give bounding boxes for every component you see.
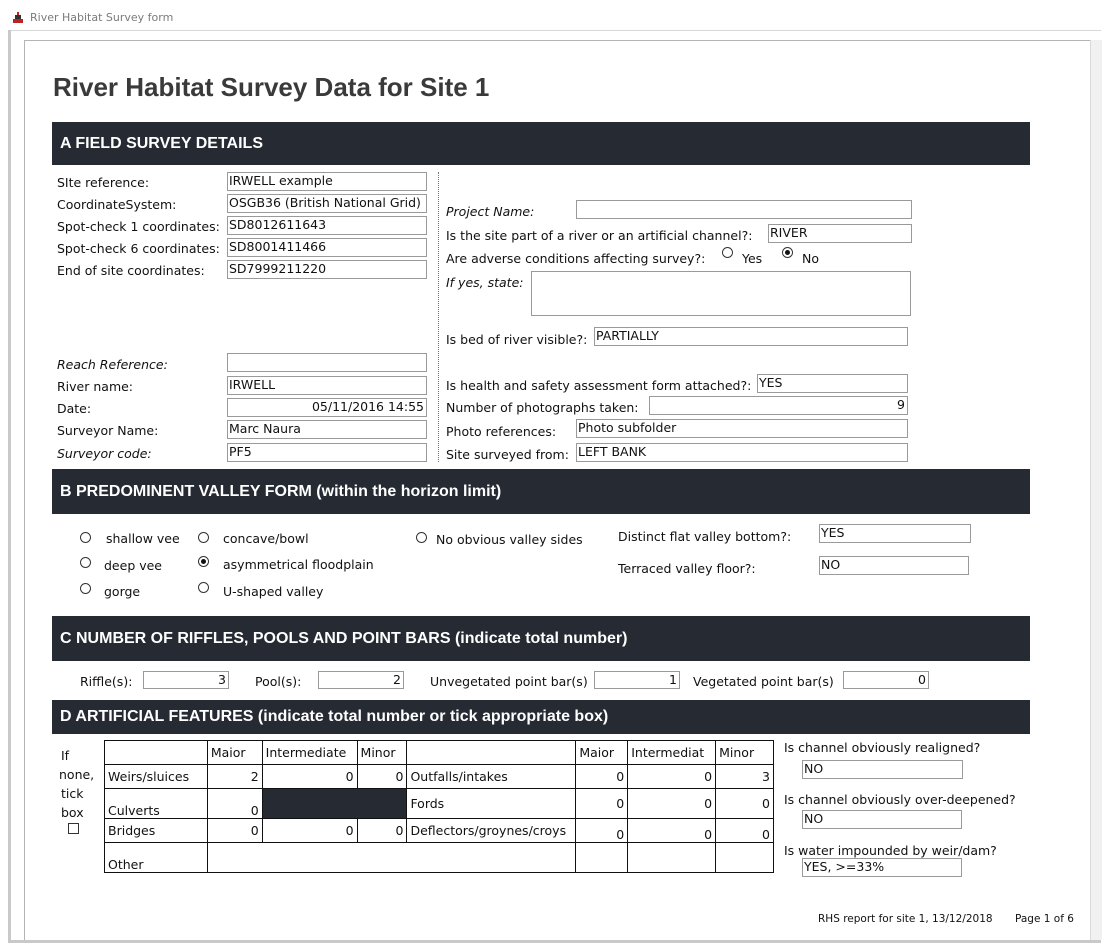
reach-reference-label: Reach Reference: bbox=[57, 357, 168, 372]
valley-u-shaped-radio[interactable] bbox=[198, 582, 209, 593]
vegetated-point-bars-label: Vegetated point bar(s) bbox=[693, 674, 834, 689]
bridges-minor-cell[interactable]: 0 bbox=[357, 819, 407, 843]
table-row bbox=[105, 789, 774, 819]
unvegetated-point-bars-field[interactable]: 1 bbox=[594, 671, 680, 689]
end-of-site-field[interactable]: SD7999211220 bbox=[227, 260, 427, 279]
fords-major-cell[interactable]: 0 bbox=[576, 789, 628, 819]
culverts-major-cell[interactable]: 0 bbox=[207, 789, 262, 819]
artificial-features-table bbox=[104, 740, 774, 873]
if-none-text-4: box bbox=[61, 805, 84, 820]
realigned-field[interactable]: NO bbox=[802, 760, 963, 779]
table-header-intermediate-right: Intermediat bbox=[628, 741, 716, 765]
valley-asymmetrical-floodplain-radio[interactable] bbox=[198, 556, 209, 567]
table-header-row bbox=[105, 741, 774, 765]
report-heading: River Habitat Survey Data for Site 1 bbox=[53, 72, 490, 102]
window-bottom-border bbox=[8, 940, 1101, 943]
adverse-yes-label: Yes bbox=[742, 251, 763, 266]
vertical-scrollbar[interactable] bbox=[1090, 40, 1102, 940]
river-or-channel-label: Is the site part of a river or an artificial channel?: bbox=[446, 228, 753, 243]
table-header-blank-right bbox=[407, 741, 576, 765]
other-major-cell[interactable] bbox=[576, 843, 628, 873]
table-header-minor-right: Minor bbox=[716, 741, 774, 765]
pools-label: Pool(s): bbox=[255, 674, 302, 689]
other-intermediate-cell[interactable] bbox=[628, 843, 716, 873]
section-a-header: A FIELD SURVEY DETAILS bbox=[52, 122, 1030, 165]
weirs-intermediate-cell[interactable]: 0 bbox=[262, 765, 357, 789]
spot-check-1-field[interactable]: SD8012611643 bbox=[227, 216, 427, 235]
health-safety-label: Is health and safety assessment form attached?: bbox=[446, 378, 752, 393]
photo-references-label: Photo references: bbox=[446, 424, 557, 439]
feature-name-other: Other bbox=[105, 843, 208, 873]
realigned-label: Is channel obviously realigned? bbox=[784, 740, 981, 755]
deflectors-minor-cell[interactable]: 0 bbox=[716, 819, 774, 843]
date-field[interactable]: 05/11/2016 14:55 bbox=[227, 398, 427, 417]
table-header-major-left: Maior bbox=[207, 741, 262, 765]
adverse-no-radio[interactable] bbox=[782, 247, 793, 258]
section-d-header: D ARTIFICIAL FEATURES (indicate total number or tick appropriate box) bbox=[52, 700, 1030, 734]
impounded-label: Is water impounded by weir/dam? bbox=[784, 843, 997, 858]
bridges-intermediate-cell[interactable]: 0 bbox=[262, 819, 357, 843]
surveyor-name-label: Surveyor Name: bbox=[57, 423, 159, 438]
window-left-border bbox=[8, 30, 11, 940]
valley-concave-bowl-label: concave/bowl bbox=[223, 531, 309, 546]
feature-name-bridges: Bridges bbox=[105, 819, 208, 843]
unvegetated-point-bars-label: Unvegetated point bar(s) bbox=[430, 674, 588, 689]
valley-gorge-label: gorge bbox=[104, 584, 141, 599]
surveyor-code-label: Surveyor code: bbox=[57, 446, 152, 461]
table-header-intermediate-left: Intermediate bbox=[262, 741, 357, 765]
outfalls-intermediate-cell[interactable]: 0 bbox=[628, 765, 716, 789]
surveyed-from-label: Site surveyed from: bbox=[446, 447, 569, 462]
photo-references-field[interactable]: Photo subfolder bbox=[576, 419, 908, 438]
riffles-label: Riffle(s): bbox=[80, 674, 133, 689]
feature-name-weirs: Weirs/sluices bbox=[105, 765, 208, 789]
flat-valley-bottom-field[interactable]: YES bbox=[819, 524, 971, 543]
other-minor-cell[interactable] bbox=[716, 843, 774, 873]
section-c-header: C NUMBER OF RIFFLES, POOLS AND POINT BARS (indicate total number) bbox=[52, 616, 1030, 661]
deflectors-intermediate-cell[interactable]: 0 bbox=[628, 819, 716, 843]
if-none-text-1: If bbox=[61, 748, 70, 763]
table-row bbox=[105, 843, 774, 873]
valley-deep-vee-label: deep vee bbox=[104, 558, 163, 573]
riffles-field[interactable]: 3 bbox=[143, 671, 229, 689]
if-yes-state-label: If yes, state: bbox=[446, 275, 524, 290]
feature-name-deflectors: Deflectors/groynes/croys bbox=[407, 819, 576, 843]
surveyed-from-field[interactable]: LEFT BANK bbox=[576, 443, 908, 462]
reach-reference-field[interactable] bbox=[227, 353, 427, 372]
table-header-blank bbox=[105, 741, 208, 765]
report-footer-left: RHS report for site 1, 13/12/2018 bbox=[818, 913, 993, 925]
valley-deep-vee-radio[interactable] bbox=[80, 557, 91, 568]
spot-check-1-label: Spot-check 1 coordinates: bbox=[57, 219, 220, 234]
flat-valley-bottom-label: Distinct flat valley bottom?: bbox=[618, 529, 792, 544]
adverse-no-label: No bbox=[802, 251, 819, 266]
project-name-label: Project Name: bbox=[446, 204, 535, 219]
feature-name-outfalls: Outfalls/intakes bbox=[407, 765, 576, 789]
feature-name-fords: Fords bbox=[407, 789, 576, 819]
window-title: River Habitat Survey form bbox=[30, 11, 174, 24]
bed-visible-field[interactable]: PARTIALLY bbox=[594, 327, 908, 346]
outfalls-major-cell[interactable]: 0 bbox=[576, 765, 628, 789]
project-name-field[interactable] bbox=[576, 200, 912, 219]
fords-intermediate-cell[interactable]: 0 bbox=[628, 789, 716, 819]
spot-check-6-field[interactable]: SD8001411466 bbox=[227, 238, 427, 257]
if-yes-state-field[interactable] bbox=[531, 271, 911, 316]
bed-visible-label: Is bed of river visible?: bbox=[446, 332, 588, 347]
valley-concave-bowl-radio[interactable] bbox=[198, 532, 209, 543]
adverse-conditions-label: Are adverse conditions affecting survey?: bbox=[446, 251, 706, 266]
site-reference-label: SIte reference: bbox=[57, 175, 150, 190]
adverse-yes-radio[interactable] bbox=[722, 247, 733, 258]
if-none-text-3: tick bbox=[61, 786, 84, 801]
no-features-checkbox[interactable] bbox=[68, 823, 79, 834]
surveyor-code-field[interactable]: PF5 bbox=[227, 443, 427, 462]
pools-field[interactable]: 2 bbox=[318, 671, 404, 689]
impounded-field[interactable]: YES, >=33% bbox=[802, 858, 962, 877]
terraced-floor-label: Terraced valley floor?: bbox=[618, 561, 756, 576]
river-name-field[interactable]: IRWELL bbox=[227, 376, 427, 395]
table-header-major-right: Maior bbox=[576, 741, 628, 765]
valley-no-obvious-sides-label: No obvious valley sides bbox=[436, 532, 583, 547]
valley-asymmetrical-floodplain-label: asymmetrical floodplain bbox=[223, 557, 374, 572]
coordinate-system-field[interactable]: OSGB36 (British National Grid) bbox=[227, 194, 427, 213]
bridges-major-cell[interactable]: 0 bbox=[207, 819, 262, 843]
if-none-text-2: none, bbox=[59, 767, 95, 782]
over-deepened-label: Is channel obviously over-deepened? bbox=[784, 792, 1016, 807]
fords-minor-cell[interactable]: 0 bbox=[716, 789, 774, 819]
weirs-minor-cell[interactable]: 0 bbox=[357, 765, 407, 789]
health-safety-field[interactable]: YES bbox=[757, 374, 908, 393]
coordinate-system-label: CoordinateSystem: bbox=[57, 197, 177, 212]
column-divider bbox=[438, 172, 439, 462]
feature-name-culverts: Culverts bbox=[105, 789, 208, 819]
table-row bbox=[105, 819, 774, 843]
valley-shallow-vee-label: shallow vee bbox=[106, 531, 180, 546]
table-row bbox=[105, 765, 774, 789]
other-description-cell[interactable] bbox=[207, 843, 576, 873]
page-number: Page 1 of 6 bbox=[1015, 913, 1074, 925]
end-of-site-label: End of site coordinates: bbox=[57, 263, 205, 278]
valley-no-obvious-sides-radio[interactable] bbox=[416, 532, 427, 543]
photos-count-label: Number of photographs taken: bbox=[446, 400, 639, 415]
over-deepened-field[interactable]: NO bbox=[802, 810, 962, 829]
valley-gorge-radio[interactable] bbox=[80, 583, 91, 594]
app-icon bbox=[12, 12, 24, 24]
spot-check-6-label: Spot-check 6 coordinates: bbox=[57, 241, 220, 256]
window-titlebar bbox=[8, 8, 1101, 31]
date-label: Date: bbox=[57, 401, 92, 416]
photos-count-field[interactable]: 9 bbox=[649, 396, 908, 415]
section-b-header: B PREDOMINENT VALLEY FORM (within the horizon limit) bbox=[52, 469, 1030, 514]
culverts-blocked-cell bbox=[262, 789, 407, 819]
river-or-channel-field[interactable]: RIVER bbox=[768, 224, 912, 243]
valley-u-shaped-label: U-shaped valley bbox=[223, 584, 324, 599]
valley-shallow-vee-radio[interactable] bbox=[80, 532, 91, 543]
outfalls-minor-cell[interactable]: 3 bbox=[716, 765, 774, 789]
deflectors-major-cell[interactable]: 0 bbox=[576, 819, 628, 843]
weirs-major-cell[interactable]: 2 bbox=[207, 765, 262, 789]
table-header-minor-left: Minor bbox=[357, 741, 407, 765]
terraced-floor-field[interactable]: NO bbox=[819, 556, 969, 575]
river-name-label: River name: bbox=[57, 379, 134, 394]
vegetated-point-bars-field[interactable]: 0 bbox=[843, 671, 929, 689]
site-reference-field[interactable]: IRWELL example bbox=[227, 172, 427, 191]
surveyor-name-field[interactable]: Marc Naura bbox=[227, 420, 427, 439]
